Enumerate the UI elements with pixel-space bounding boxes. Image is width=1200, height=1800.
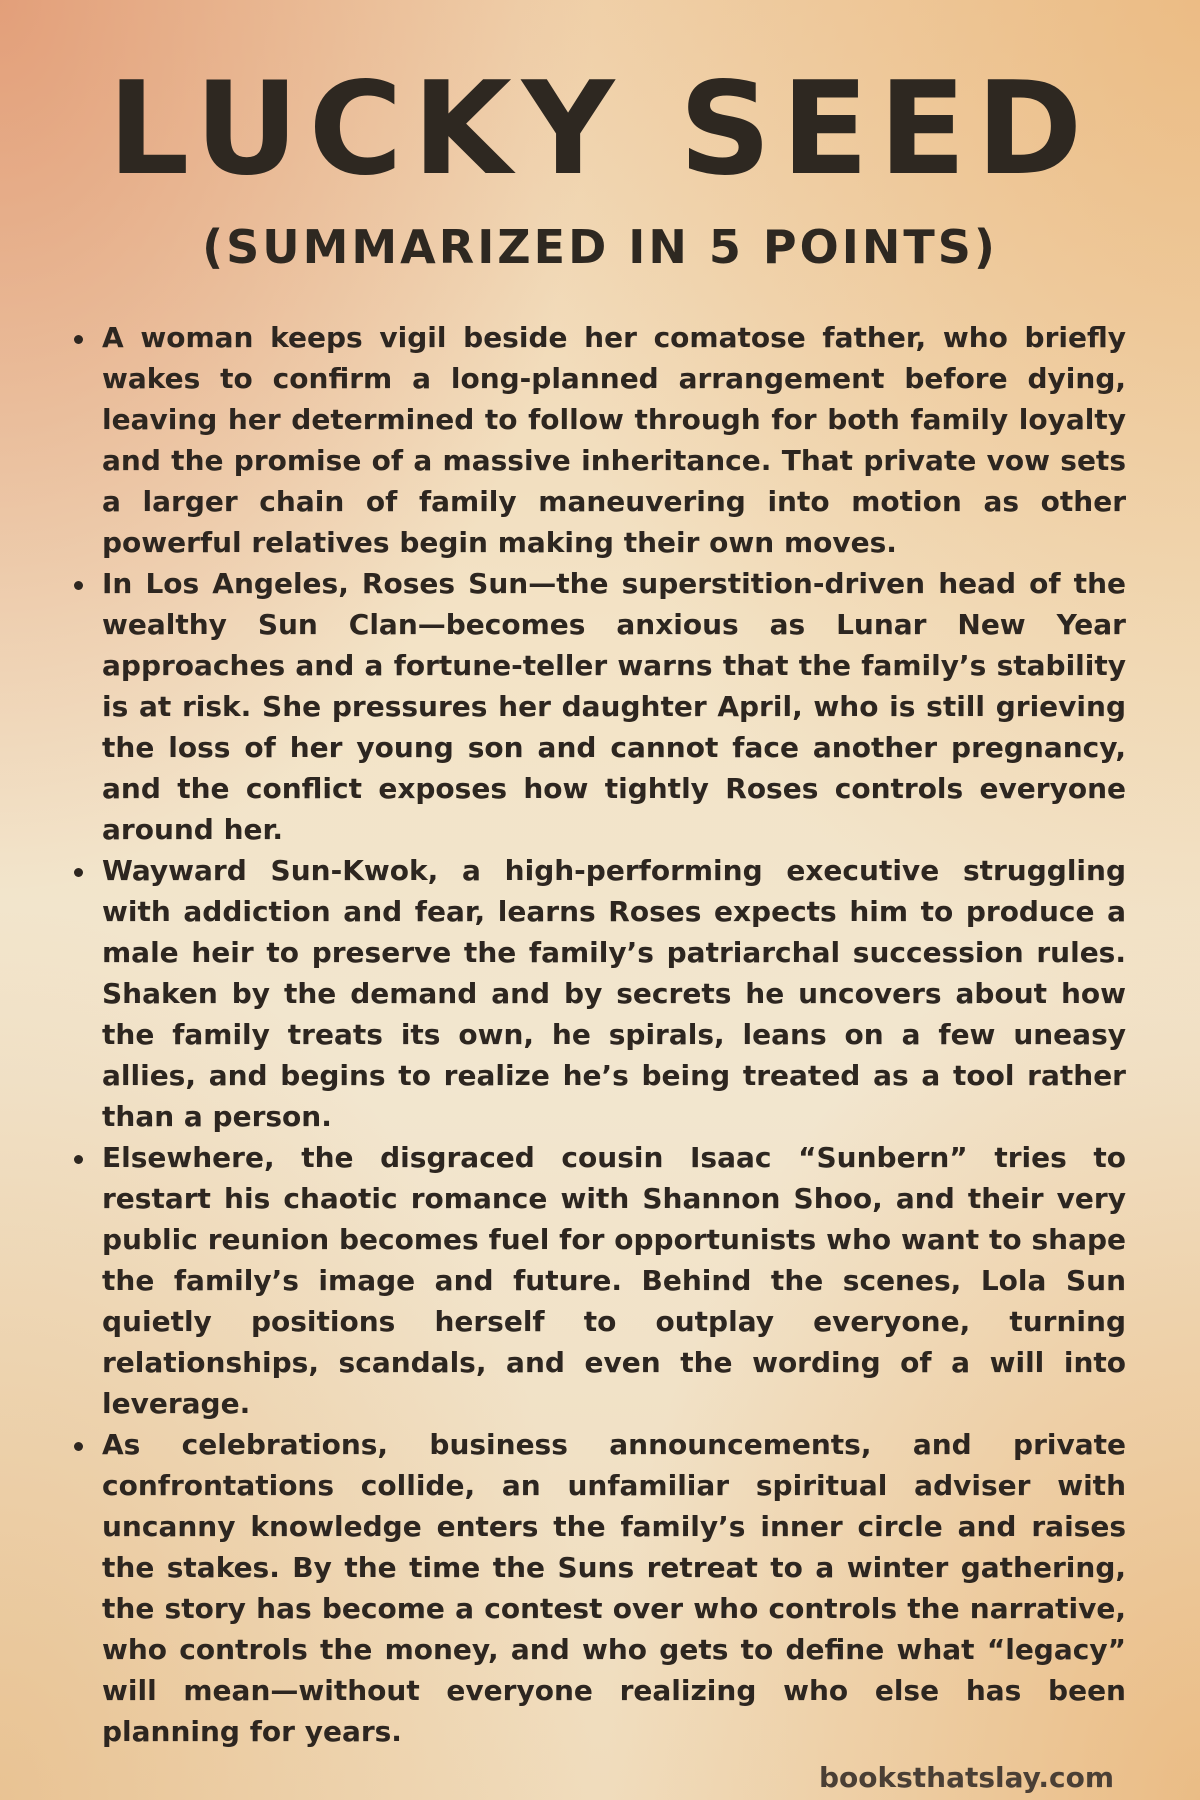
summary-point-text: Elsewhere, the disgraced cousin Isaac “Sunbern” tries to restart his chaotic romance with Shannon Shoo, and their very public reunion becomes fuel for opportunists who want to shape the family’s image and future. Behind the scenes, Lola Sun quietly positions herself to outplay everyone, turning relationships, scandals, and even the wording of a will into leverage. [102,1141,1126,1420]
bullet-icon [74,1442,83,1451]
page-title: LUCKY SEED [107,55,1093,204]
site-watermark: booksthatslay.com [818,1761,1114,1794]
summary-point-text: In Los Angeles, Roses Sun—the superstition-driven head of the wealthy Sun Clan—becomes anxious as Lunar New Year approaches and a fortune-teller warns that the family’s stability is at risk. She pressures her daughter April, who is still grieving the loss of her young son and cannot face another pregnancy, and the conflict exposes how tightly Roses controls everyone around her. [102,567,1126,846]
bullet-icon [74,868,83,877]
bullet-icon [74,581,83,590]
summary-point-1 [66,317,1126,563]
summary-point-text: A woman keeps vigil beside her comatose father, who briefly wakes to confirm a long-planned arrangement before dying, leaving her determined to follow through for both family loyalty and the promise of a massive inheritance. That private vow sets a larger chain of family maneuvering into motion as other powerful relatives begin making their own moves. [102,321,1126,559]
summary-point-4 [66,1137,1126,1424]
bullet-icon [74,335,83,344]
summary-point-2 [66,563,1126,850]
summary-point-text: As celebrations, business announcements, and private confrontations collide, an unfamiliar spiritual adviser with uncanny knowledge enters the family’s inner circle and raises the stakes. By the time the Suns retreat to a winter gathering, the story has become a contest over who controls the narrative, who controls the money, and who gets to define what “legacy” will mean—without everyone realizing who else has been planning for years. [102,1428,1126,1748]
summary-point-5 [66,1424,1126,1752]
page-subtitle: (SUMMARIZED IN 5 POINTS) [202,220,998,274]
summary-points-list [66,317,1126,1752]
summary-point-text: Wayward Sun-Kwok, a high-performing executive struggling with addiction and fear, learns Roses expects him to produce a male heir to preserve the family’s patriarchal succession rules. Shaken by the demand and by secrets he uncovers about how the family treats its own, he spirals, leans on a few uneasy allies, and begins to realize he’s being treated as a tool rather than a person. [102,854,1126,1133]
bullet-icon [74,1155,83,1164]
summary-point-3 [66,850,1126,1137]
